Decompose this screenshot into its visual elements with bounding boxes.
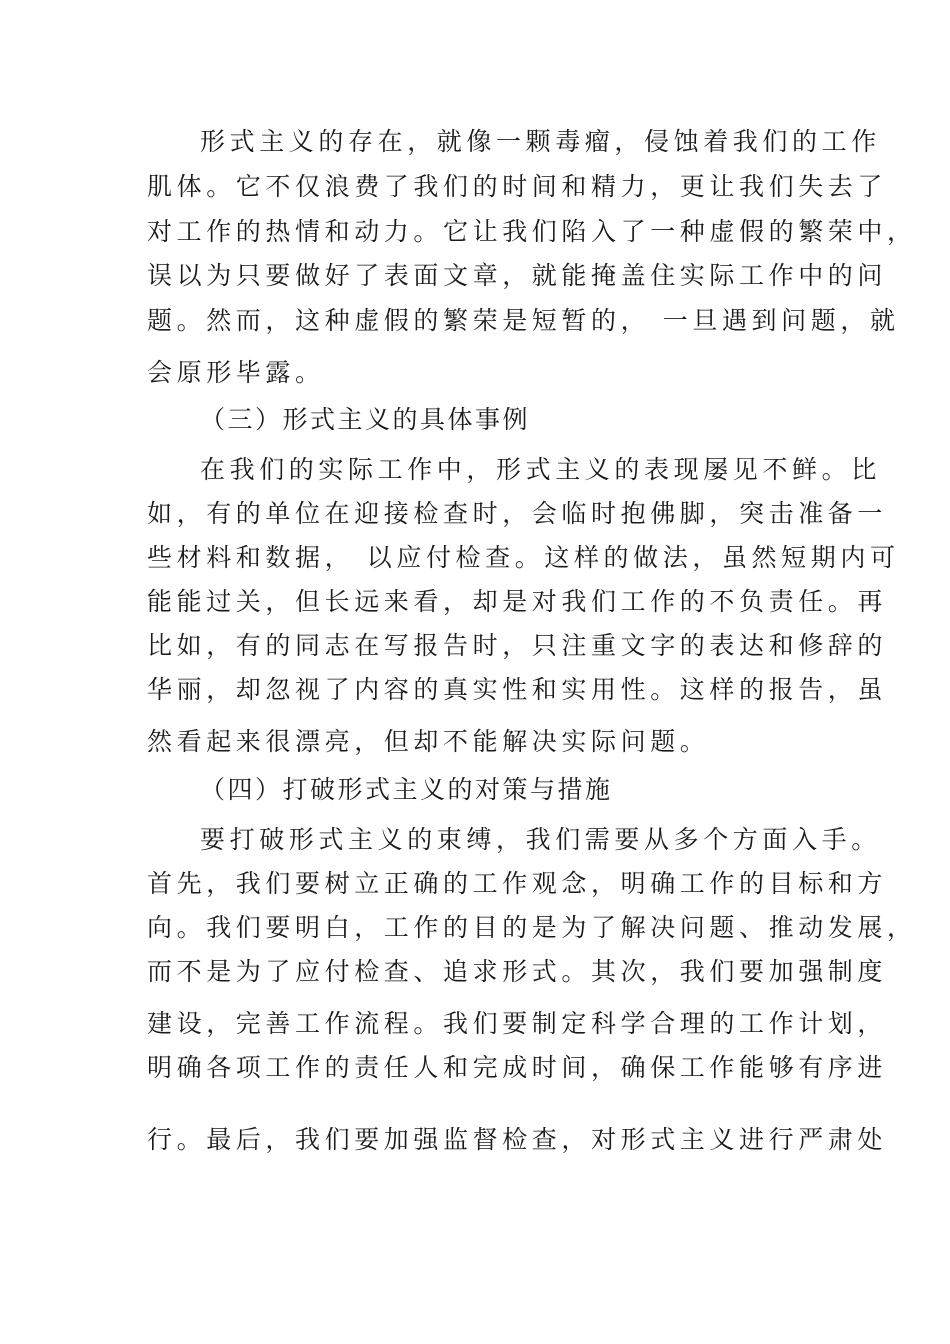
paragraph-1-line-1: 形式主义的存在，就像一颗毒瘤，侵蚀着我们的工作: [200, 127, 881, 156]
paragraph-1-line-2: 肌体。它不仅浪费了我们的时间和精力，更让我们失去了: [147, 172, 888, 201]
paragraph-2-line-3: 些材料和数据， 以应付检查。这样的做法，虽然短期内可: [147, 543, 900, 572]
paragraph-3-line-3: 向。我们要明白，工作的目的是为了解决问题、推动发展，: [147, 913, 917, 942]
paragraph-2-line-6: 华丽，却忽视了内容的真实性和实用性。这样的报告，虽: [147, 675, 888, 704]
paragraph-1-line-6: 会原形毕露。: [147, 358, 325, 387]
paragraph-2-line-1: 在我们的实际工作中，形式主义的表现屡见不鲜。比: [200, 455, 881, 484]
paragraph-3-line-7: 行。最后，我们要加强监督检查，对形式主义进行严肃处: [147, 1125, 888, 1154]
paragraph-3-line-6: 明确各项工作的责任人和完成时间，确保工作能够有序进: [147, 1053, 888, 1082]
paragraph-2-line-5: 比如，有的同志在写报告时，只注重文字的表达和修辞的: [147, 631, 888, 660]
paragraph-2-line-7: 然看起来很漂亮，但却不能解决实际问题。: [147, 727, 710, 756]
paragraph-3-line-1: 要打破形式主义的束缚，我们需要从多个方面入手。: [200, 825, 881, 854]
paragraph-3-line-2: 首先，我们要树立正确的工作观念，明确工作的目标和方: [147, 869, 888, 898]
paragraph-2-line-2: 如，有的单位在迎接检查时，会临时抱佛脚，突击准备一: [147, 499, 888, 528]
paragraph-1-line-4: 误以为只要做好了表面文章，就能掩盖住实际工作中的问: [147, 261, 888, 290]
section-heading-3: （三）形式主义的具体事例: [200, 405, 531, 434]
paragraph-1-line-3: 对工作的热情和动力。它让我们陷入了一种虚假的繁荣中，: [147, 217, 917, 246]
paragraph-1-line-5: 题。然而，这种虚假的繁荣是短暂的， 一旦遇到问题，就: [147, 306, 900, 335]
section-heading-4: （四）打破形式主义的对策与措施: [200, 775, 613, 804]
paragraph-3-line-4: 而不是为了应付检查、追求形式。其次，我们要加强制度: [147, 957, 888, 986]
paragraph-2-line-4: 能能过关，但长远来看，却是对我们工作的不负责任。再: [147, 587, 888, 616]
paragraph-3-line-5: 建设，完善工作流程。我们要制定科学合理的工作计划，: [147, 1009, 888, 1038]
